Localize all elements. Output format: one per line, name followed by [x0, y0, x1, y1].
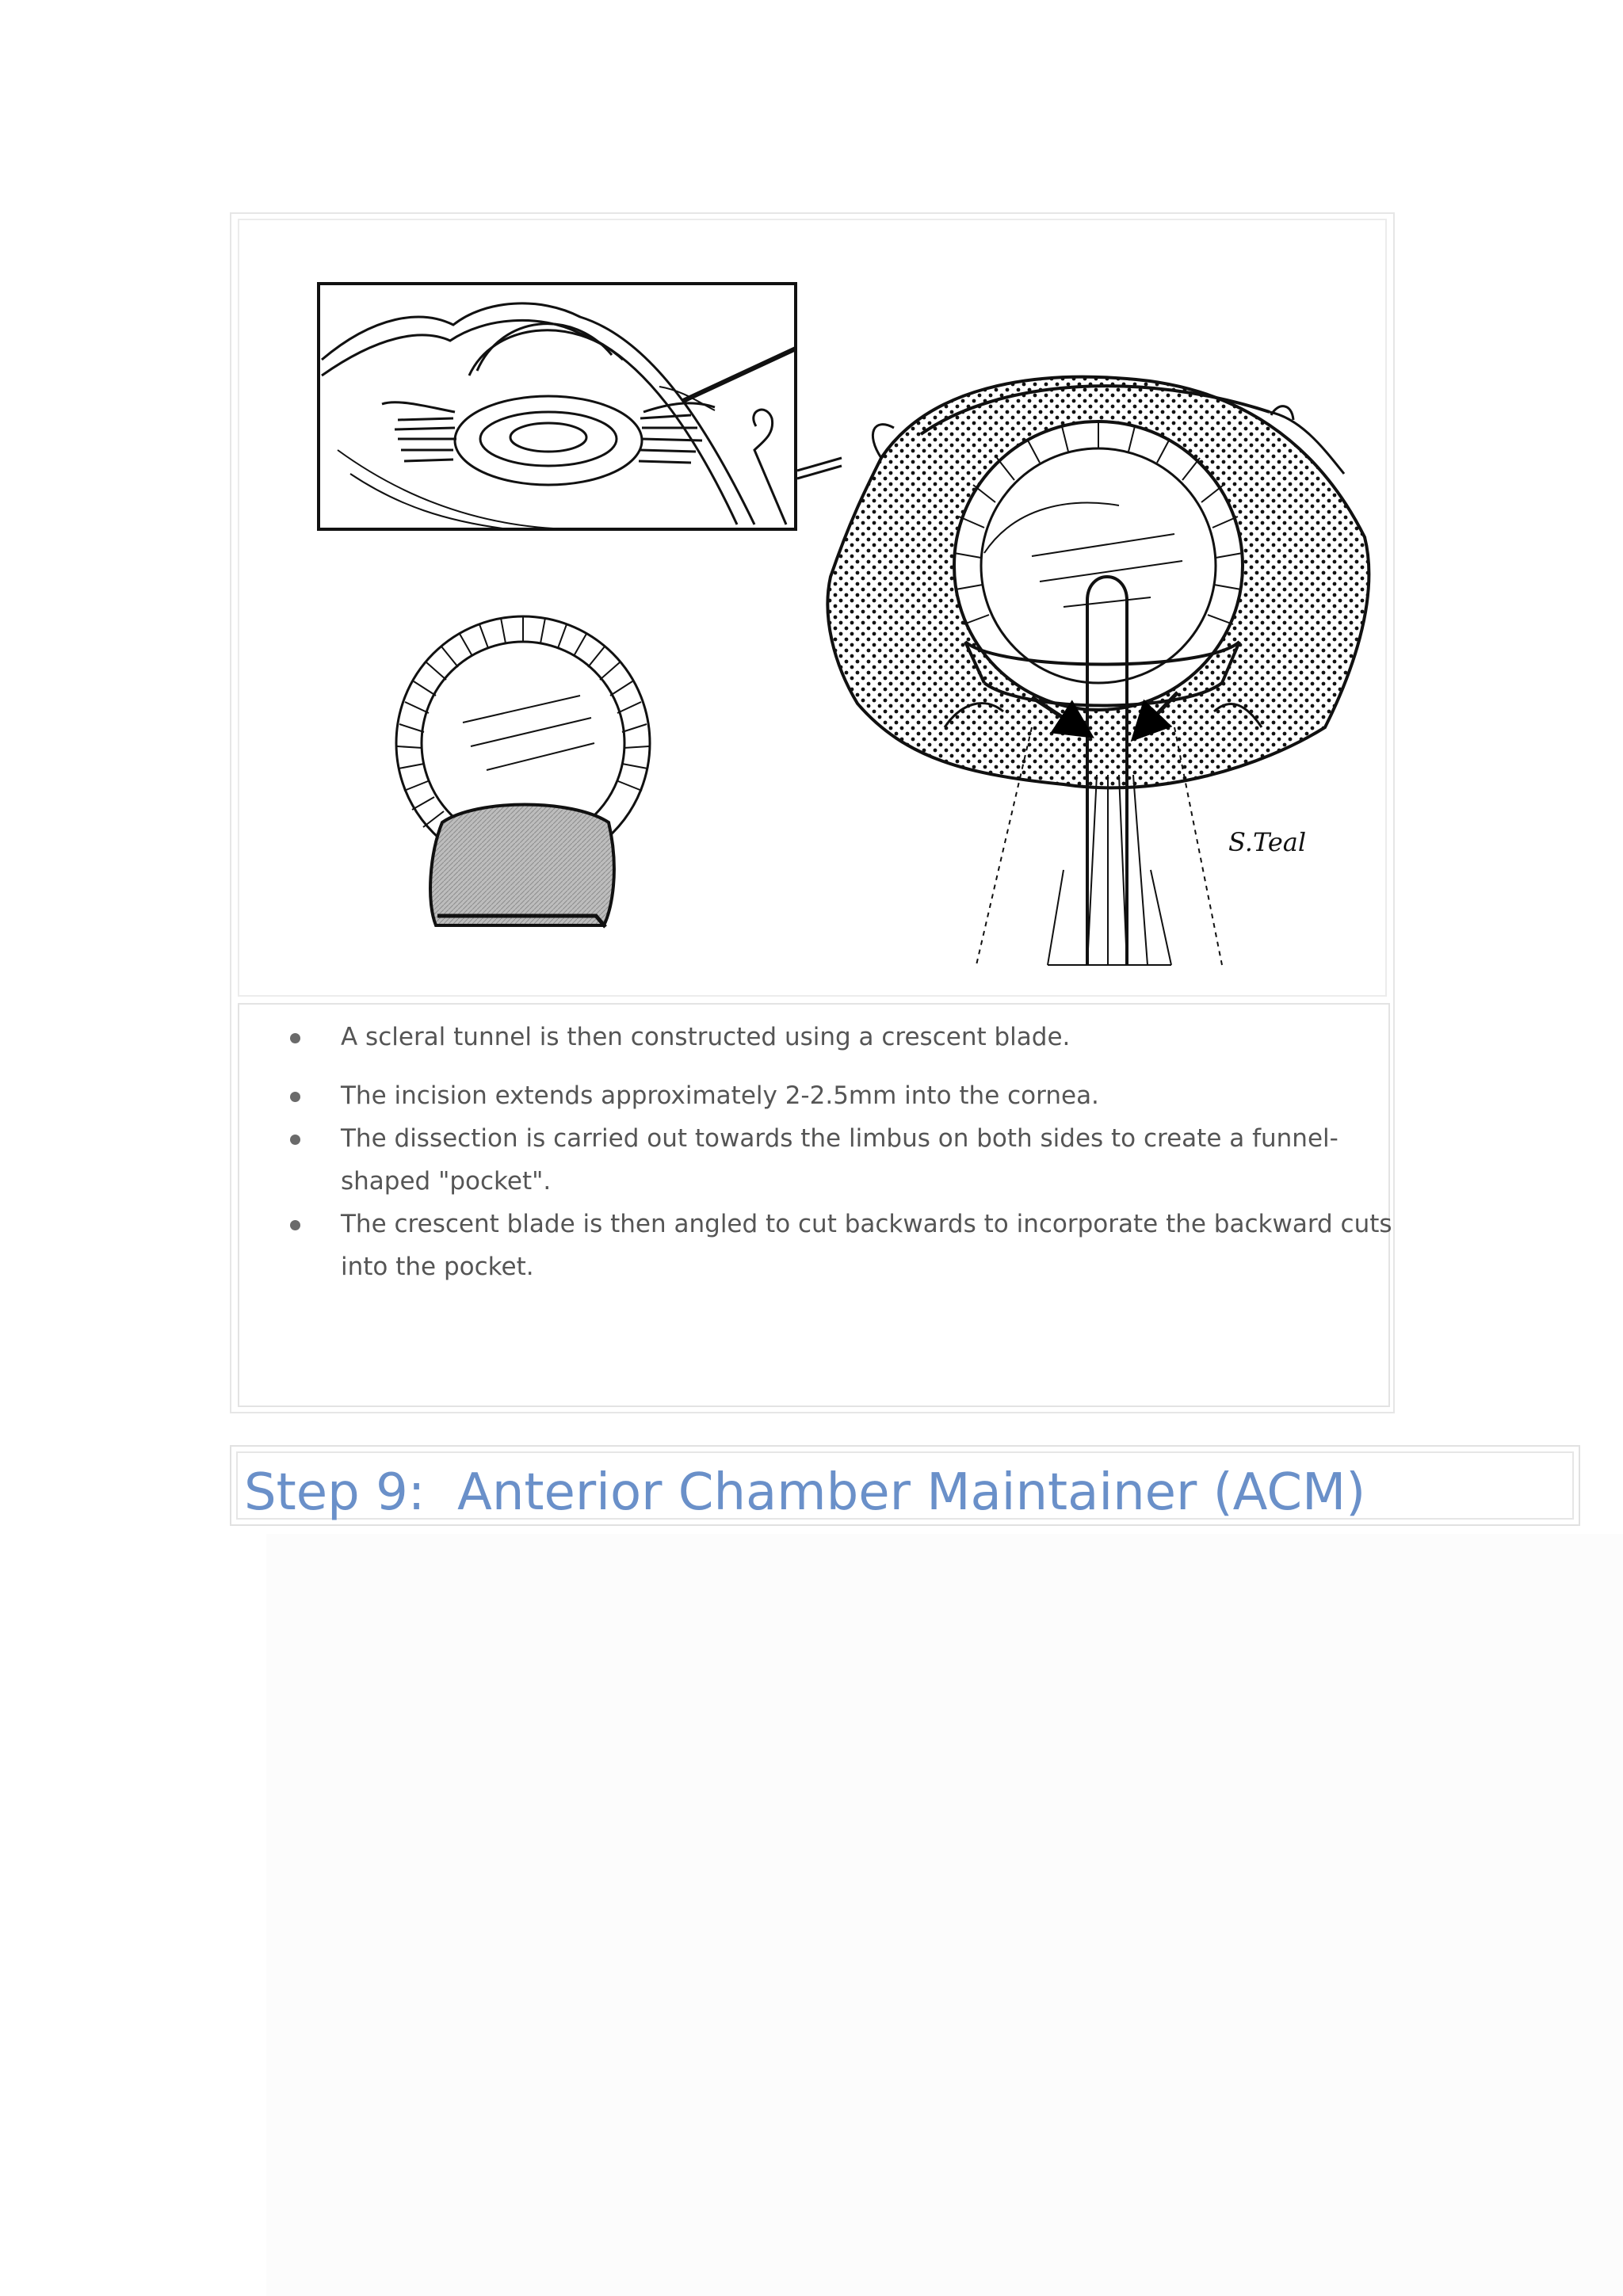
description-cell: [238, 1003, 1390, 1407]
bullet-dot: [290, 1135, 300, 1145]
cornea-crescent-diagram: [396, 616, 650, 927]
bullet-text: The incision extends approximately 2-2.5mm into the cornea.: [341, 1081, 1099, 1110]
artist-signature: S.Teal: [1228, 827, 1307, 857]
bullet-item-4: [239, 1203, 1392, 1288]
surgical-view-diagram: [827, 377, 1369, 965]
bullet-dot: [290, 1220, 300, 1230]
bullet-item-2: [239, 1074, 1388, 1117]
cross-section-inset: [319, 284, 842, 529]
bullet-text: A scleral tunnel is then constructed using a crescent blade.: [341, 1023, 1071, 1051]
page-background-shade: [266, 1534, 1623, 2296]
figure-table: [230, 212, 1395, 1413]
bullet-dot: [290, 1092, 300, 1102]
bullet-item-1: [239, 1016, 1388, 1058]
bullet-dot: [290, 1033, 300, 1043]
bullet-text-continued: shaped "pocket".: [341, 1167, 552, 1196]
bullet-text: The crescent blade is then angled to cut backwards to incorporate the backward cuts: [341, 1210, 1392, 1238]
scleral-tunnel-drawing: [239, 220, 1388, 998]
bullet-text: The dissection is carried out towards the limbus on both sides to create a funnel-: [341, 1124, 1338, 1153]
step-title: Step 9: Anterior Chamber Maintainer (ACM): [244, 1463, 1366, 1522]
bullet-text-continued: into the pocket.: [341, 1253, 534, 1281]
step-heading-box: [230, 1445, 1580, 1526]
bullet-item-3: [239, 1117, 1388, 1203]
step-heading-inner: [236, 1451, 1574, 1520]
surgical-illustration: [238, 219, 1387, 997]
